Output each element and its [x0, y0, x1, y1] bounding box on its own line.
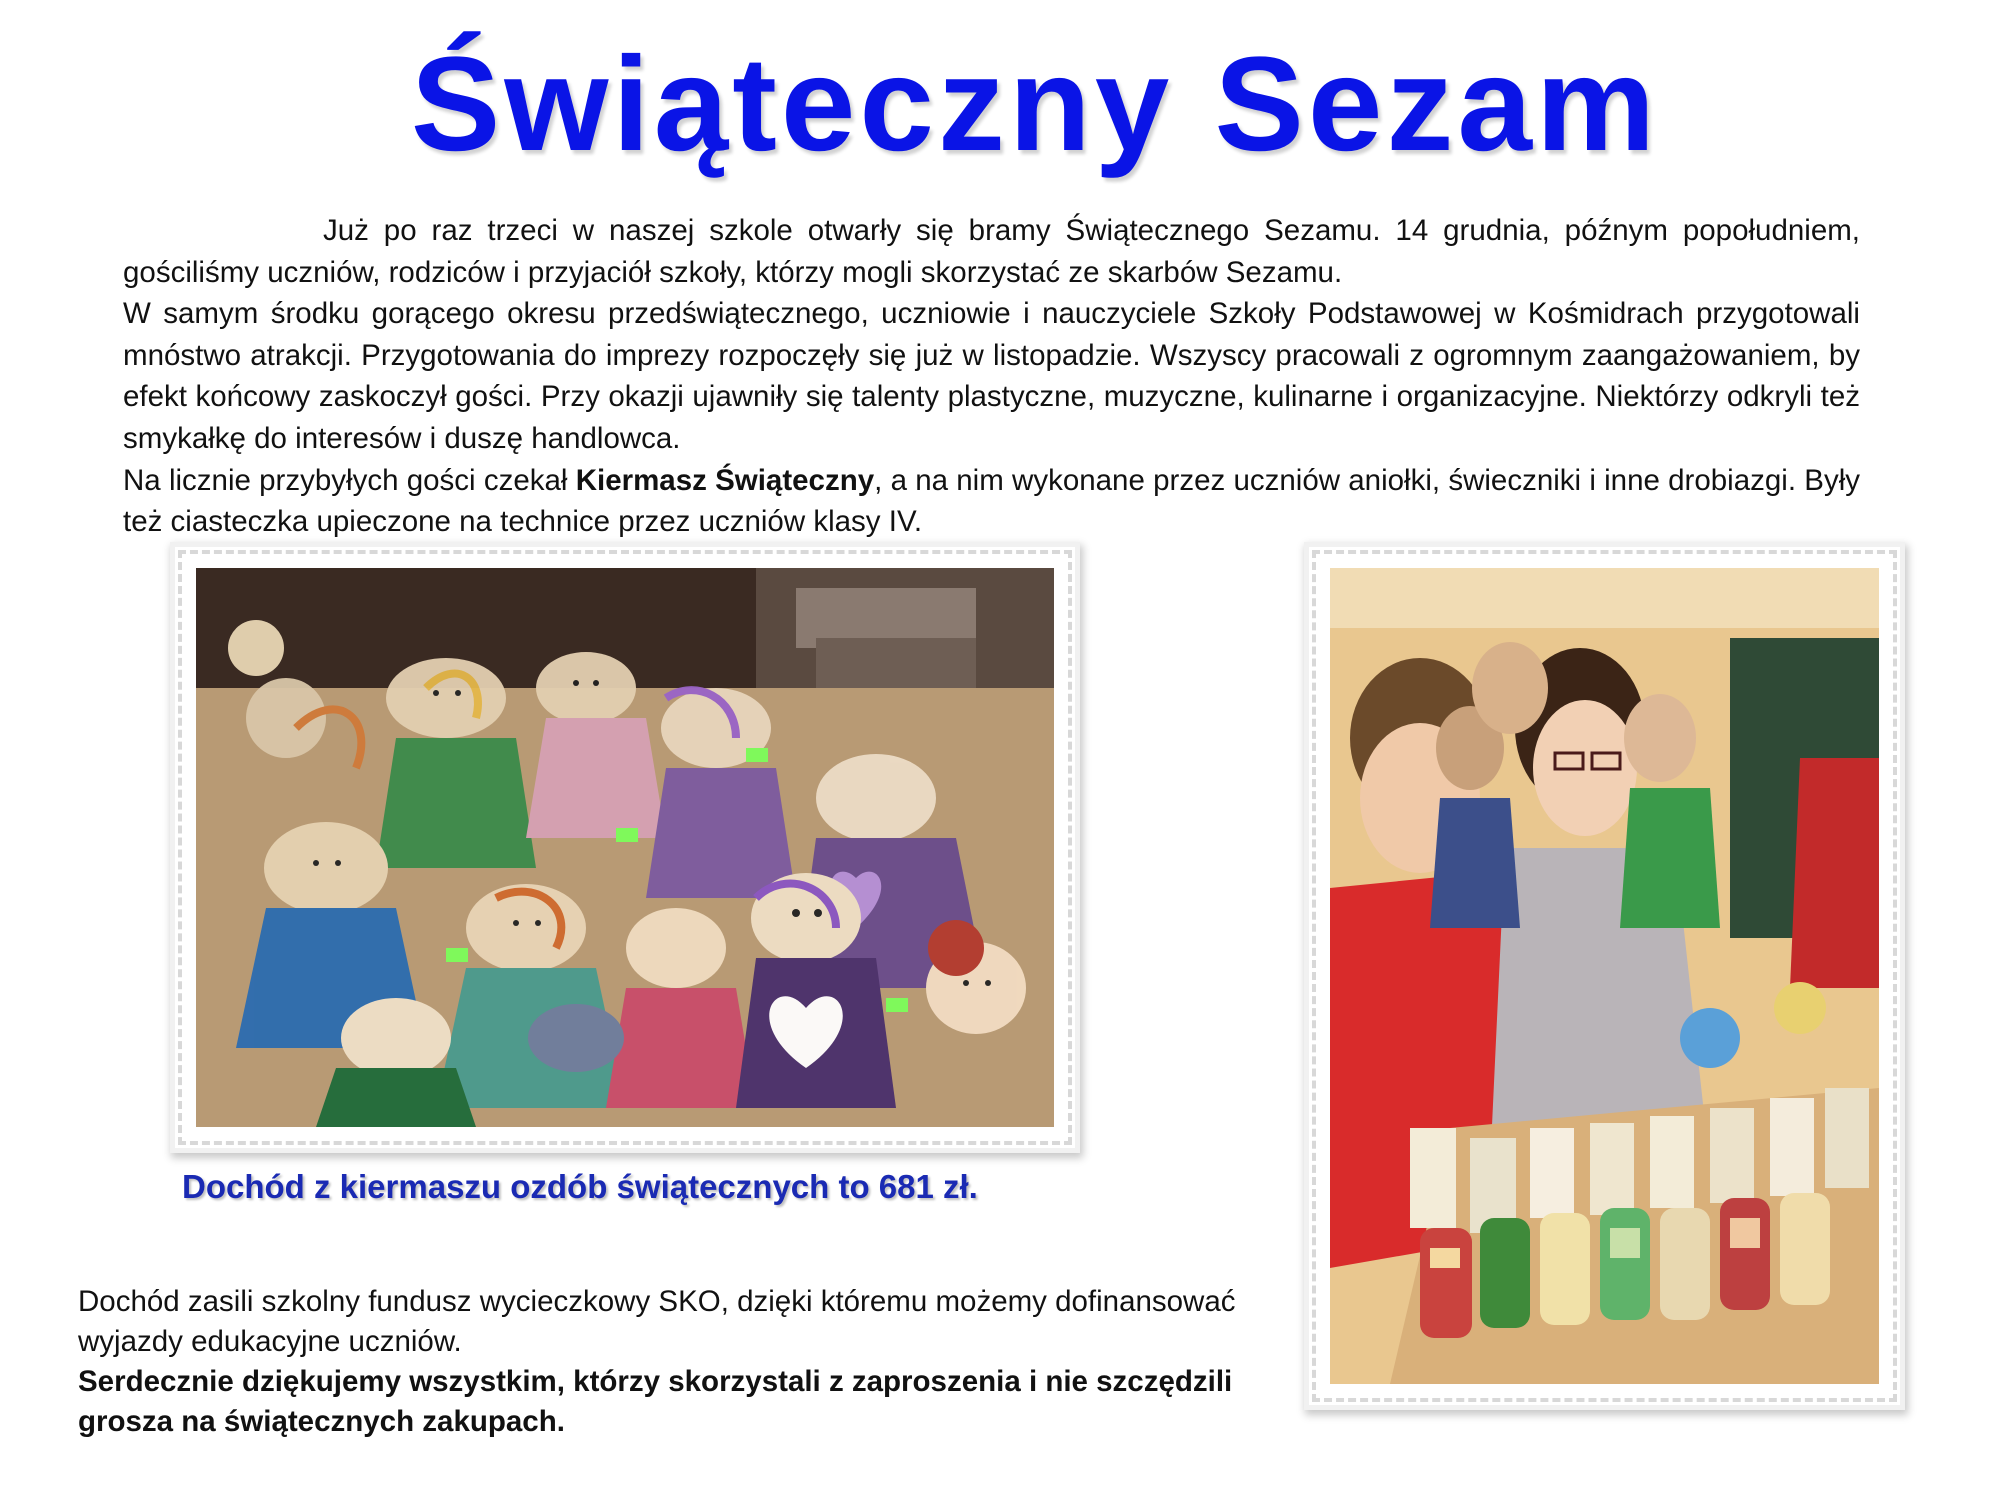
closing-text [78, 1282, 1258, 1442]
fair-name: Kiermasz Świąteczny [575, 463, 875, 497]
closing-thanks: Serdecznie dziękujemy wszystkim, którzy skorzystali z zaproszenia i nie szczędzili grosza na świątecznych zakupach. [78, 1365, 1233, 1438]
closing-line-1: Dochód zasili szkolny fundusz wycieczkowy SKO, dzięki któremu możemy dofinansować wyjazdy edukacyjne uczniów. [78, 1285, 1236, 1358]
photo-frame-angels [178, 550, 1072, 1145]
intro-paragraph-2: W samym środku gorącego okresu przedświątecznego, uczniowie i nauczyciele Szkoły Podstawowej w Kośmidrach przygotowali mnóstwo atrakcji. Przygotowania do imprezy rozpoczęły się już w listopadzie. Wszyscy pracowali z ogromnym zaangażowaniem, by efekt końcowy zaskoczył gości. Przy okazji ujawniły się talenty plastyczne, muzyczne, kulinarne i organizacyjne. Niektórzy odkryli też smykałkę do interesów i duszę handlowca. [123, 297, 1860, 455]
angel-ornaments-image [196, 568, 1054, 1127]
page-title: Świąteczny Sezam [410, 30, 1660, 179]
intro-paragraph-3 [123, 460, 1860, 543]
income-caption: Dochód z kiermaszu ozdób świątecznych to 681 zł. [182, 1168, 978, 1205]
intro-paragraph-3-end: , a na nim wykonane przez uczniów aniołki, świeczniki i inne drobiazgi. Były też ciasteczka upieczone na technice przez uczniów klasy IV. [123, 463, 1860, 539]
intro-paragraph-1-text: Już po raz trzeci w naszej szkole otwarły się bramy Świątecznego Sezamu. 14 grudnia, późnym popołudniem, gościliśmy uczniów, rodziców i przyjaciół szkoły, którzy mogli skorzystać ze skarbów Sezamu. [123, 214, 1860, 289]
intro-paragraph-1 [123, 210, 1860, 293]
intro-text [123, 210, 1860, 543]
angels-photo [196, 568, 1054, 1127]
intro-paragraph-3-start: Na licznie przybyłych gości czekał [123, 463, 576, 497]
students-photo [1330, 568, 1879, 1384]
photo-frame-students [1312, 550, 1897, 1402]
students-candles-image [1330, 568, 1879, 1384]
